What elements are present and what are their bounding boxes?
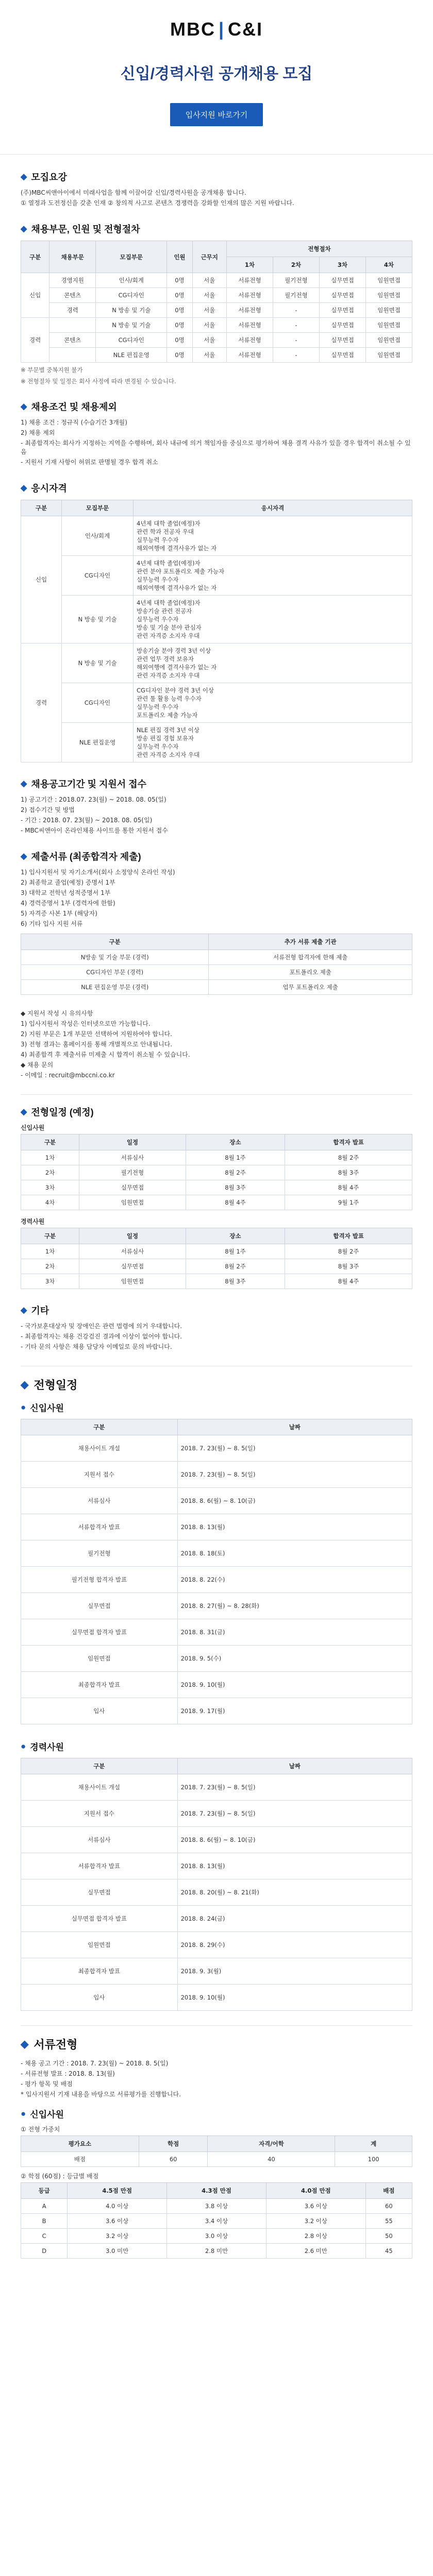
table-row: NLE 편집운영 NLE 편집 경력 3년 이상 방송 편집 경험 보유자 실무능력 우수자 관련 자격증 소지자 우대 [21,723,412,762]
table-row: 실무면접 합격자 발표 2018. 8. 31(금) [21,1619,412,1646]
contact-email[interactable]: - 이메일 : recruit@mbccni.co.kr [21,1072,115,1079]
bullet-icon: ◆ [21,1379,29,1391]
table-row: 실무면접 2018. 8. 20(월) ~ 8. 21(화) [21,1879,412,1906]
table-header: 채용부문 [49,241,96,273]
table-header: 2차 [273,257,319,273]
bullet-icon: ● [21,1741,26,1751]
bullet-icon: ◆ [21,173,27,181]
conditions-title: ◆ 채용조건 및 채용제외 [21,402,117,412]
table-row: 실무면접 2018. 8. 27(월) ~ 8. 28(화) [21,1593,412,1619]
schedule-exp-full-table: 구분 날짜 채용사이트 개설 2018. 7. 23(월) ~ 8. 5(일) 지원서 접수 2018. 7. 23(월) ~ 8. 5(일) 서류심사 2018. 8. 6(월) ~ 8. 10(금) 서류합격자 발표 2018. 8. 13(월) 실무면접 2018. 8. 20(월) ~ 8. 21(화) 실무면접 합격자 발표 2018. 8. 24(금) 임원면접 2018. 8. 29(수) 최종합격자 발표 2018. 9. 3(월) 입사 2018. 9. 10(월) [21,1758,412,2011]
bullet-icon: ◆ [21,2039,29,2050]
table-row: 배점 60 40 100 [21,2152,412,2167]
table-row: D 3.0 미만 2.8 미만 2.6 미만 45 [21,2244,412,2259]
divider [21,1094,412,1095]
company-logo [0,19,433,40]
qualification-table: 구분 모집부문 응시자격 신입 인사/회계 4년제 대학 졸업(예정)자 관련 학과 전공자 우대 실무능력 우수자 해외여행에 결격사유가 없는 자 CG디자인 4년제 대학 졸업(예정)자 관련 분야 포트폴리오 제출 가능자 실무능력 우수자 해외여행에 결격사유가 없는 자 N 방송 및 기술 4년제 대학 졸업(예정)자 방송기술 관련 전공자 실무능력 우수자 방송 및 기술 분야 관심자 관련 자격증 소지자 우대 경력 N 방송 및 기술 방송기술 분야 경력 3년 이상 관련 업무 경력 보유자 해외여행에 결격사유가 없는 자 관련 자격증 소지자 우대 CG디자인 CG디자인 분야 경력 3년 이상 관련 툴 활용 능력 우수자 실무능력 우수자 포트폴리오 제출 가능자 NLE 편집운영 NLE 편집 경력 3년 이상 방송 편집 경험 보유자 실무능력 우수자 관련 자격증 소지자 우대 [21,500,412,762]
overview-title: ◆ 모집요강 [21,172,67,182]
written-title: ◆ 서류전형 [21,2038,78,2051]
table-row: 경력 N 방송 및 기술 방송기술 분야 경력 3년 이상 관련 업무 경력 보유자 해외여행에 결격사유가 없는 자 관련 자격증 소지자 우대 [21,643,412,683]
etc-title: ◆ 기타 [21,1306,49,1316]
table-header: 1차 [226,257,273,273]
period-section: ◆ 채용공고기간 및 지원서 접수 1) 공고기간 : 2018.07. 23(월) ~ 2018. 08. 05(일) 2) 접수기간 및 방법 - 기간 : 2018. 07. 23(월) ~ 2018. 08. 05(일) - MBC씨앤아이 온라인채용 사이트를 통한 지원서 접수 [21,777,412,835]
bullet-icon: ● [21,2108,26,2119]
table-row: 2차 필기전형 8월 2주 8월 3주 [21,1165,412,1180]
written-section: ◆ 서류전형 - 채용 공고 기간 : 2018. 7. 23(월) ~ 2018. 8. 5(일) - 서류전형 발표 : 2018. 8. 13(월) - 평가 항목 및 배점 * 입사지원서 기재 내용을 바탕으로 서류평가를 진행합니다. ● 신입사원 ① 전형 가중치 평가요소 학점 자격/어학 계 배점 60 40 100 ② 학점 (60점) : 등급별 배점 등급 4.5점 만점 4.3점 만점 4.0점 만점 배점 A 4.0 이상 3.8 이상 3.6 이상 60 B 3.6 이상 3.4 이상 3.2 이상 55 C 3.2 이상 3.0 이상 2.8 이상 50 D 3.0 미만 2.8 미만 2.6 미만 45 [21,2036,412,2259]
bullet-icon: ◆ [21,779,27,788]
logo-mbc: MBC [170,19,215,40]
table-row: 4차 임원면접 8월 4주 9월 1주 [21,1195,412,1210]
apply-button[interactable]: 입사지원 바로가기 [170,103,263,126]
divider [21,2025,412,2026]
period-title: ◆ 채용공고기간 및 지원서 접수 [21,779,146,789]
table-header: 4차 [365,257,412,273]
bullet-icon: ◆ [21,1306,27,1315]
documents-table: 구분 추가 서류 제출 기관 N방송 및 기술 부문 (경력) 서류전형 합격자에 한해 제출 CG디자인 부문 (경력) 포트폴리오 제출 NLE 편집운영 부문 (경력) 업무 포트폴리오 제출 [21,934,412,995]
table-row: 필기전형 합격자 발표 2018. 8. 22(수) [21,1567,412,1593]
table-row: 1차 서류심사 8월 1주 8월 2주 [21,1150,412,1165]
table-header: 모집부문 [96,241,167,273]
bullet-icon: ◆ [21,225,27,233]
table-row: CG디자인 4년제 대학 졸업(예정)자 관련 분야 포트폴리오 제출 가능자 실무능력 우수자 해외여행에 결격사유가 없는 자 [21,556,412,596]
table-header: 구분 [21,241,49,273]
table-header: 전형절차 [226,241,412,257]
documents-section: ◆ 제출서류 (최종합격자 제출) 1) 입사지원서 및 자기소개서(회사 소정양식 온라인 작성) 2) 최종학교 졸업(예정) 증명서 1부 3) 대학교 전학년 성적증명서 1부 4) 경력증명서 1부 (경력자에 한함) 5) 자격증 사본 1부 (해당자) 6) 기타 입사 지원 서류 구분 추가 서류 제출 기관 N방송 및 기술 부문 (경력) 서류전형 합격자에 한해 제출 CG디자인 부문 (경력) 포트폴리오 제출 NLE 편집운영 부문 (경력) 업무 포트폴리오 제출 [21,850,412,995]
table-row: 신입 경영지원 인사/회계 0명 서울 서류전형 필기전형 실무면접 임원면접 [21,273,412,288]
schedule-exp-table: 구분 일정 장소 합격자 발표 1차 서류심사 8월 1주 8월 2주 2차 실무면접 8월 2주 8월 3주 3차 임원면접 8월 3주 8월 4주 [21,1228,412,1289]
table-row: 실무면접 합격자 발표 2018. 8. 24(금) [21,1906,412,1932]
overview-line: (주)MBC씨앤아이에서 미래사업을 함께 이끌어갈 신입/경력사원을 공개채용 합니다. [21,189,246,196]
table-header: 근무지 [192,241,226,273]
logo-separator: | [218,19,225,40]
table-header: 3차 [319,257,365,273]
table-row: 지원서 접수 2018. 7. 23(월) ~ 8. 5(일) [21,1801,412,1827]
table-row: 임원면접 2018. 8. 29(수) [21,1932,412,1958]
overview-section [21,170,412,208]
table-row: 최종합격자 발표 2018. 9. 10(월) [21,1672,412,1698]
main-content [0,155,433,2259]
table-row: 채용사이트 개설 2018. 7. 23(월) ~ 8. 5(일) [21,1774,412,1801]
bullet-icon: ◆ [21,402,27,411]
table-row: 3차 실무면접 8월 3주 8월 4주 [21,1180,412,1195]
note-text: ※ 부문별 중복지원 불가 [21,366,83,374]
bullet-icon: ◆ [21,1108,27,1116]
table-row: C 3.2 이상 3.0 이상 2.8 이상 50 [21,2229,412,2244]
table-row: NLE 편집운영 0명 서울 서류전형 - 실무면접 임원면접 [21,348,412,363]
table-row: 경력 N 방송 및 기술 0명 서울 서류전형 - 실무면접 임원면접 [21,303,412,318]
recruit-title: ◆ 채용부문, 인원 및 전형절차 [21,224,140,234]
table-row: 서류합격자 발표 2018. 8. 13(월) [21,1514,412,1540]
schedule-small-section: ◆ 전형일정 (예정) 신입사원 구분 일정 장소 합격자 발표 1차 서류심사 8월 1주 8월 2주 2차 필기전형 8월 2주 8월 3주 3차 실무면접 8월 3주 8월 4주 4차 임원면접 8월 4주 9월 1주 경력사원 구분 일정 장소 합격자 발표 1차 서류심사 8월 1주 8월 2주 2차 실무면접 8월 2주 8월 3주 3차 임원면접 8월 3주 8월 4주 [21,1105,412,1289]
bullet-icon: ◆ [21,484,27,493]
etc-section: ◆ 기타 - 국가보훈대상자 및 장애인은 관련 법령에 의거 우대합니다. - 최종합격자는 채용 건강검진 결과에 이상이 없어야 합니다. - 기타 문의 사항은 채용 담당자 이메일로 문의 바랍니다. [21,1303,412,1351]
table-row: 서류심사 2018. 8. 6(월) ~ 8. 10(금) [21,1827,412,1853]
header-banner [0,0,433,155]
table-row: 채용사이트 개설 2018. 7. 23(월) ~ 8. 5(일) [21,1435,412,1462]
written-subtitle: ● 신입사원 [21,2108,64,2120]
table-row: 입사 2018. 9. 17(월) [21,1698,412,1724]
table-row: N방송 및 기술 부문 (경력) 서류전형 합격자에 한해 제출 [21,950,412,965]
qualification-title: ◆ 응시자격 [21,483,67,494]
table-row: 서류심사 2018. 8. 6(월) ~ 8. 10(금) [21,1488,412,1514]
logo-cni: C&I [228,19,263,40]
schedule-new-table: 구분 일정 장소 합격자 발표 1차 서류심사 8월 1주 8월 2주 2차 필기전형 8월 2주 8월 3주 3차 실무면접 8월 3주 8월 4주 4차 임원면접 8월 4주 9월 1주 [21,1134,412,1210]
table-row: NLE 편집운영 부문 (경력) 업무 포트폴리오 제출 [21,980,412,995]
conditions-section: ◆ 채용조건 및 채용제외 1) 채용 조건 : 정규직 (수습기간 3개월) 2) 채용 제외 - 최종합격자는 회사가 지정하는 지역을 수행하며, 회사 내규에 의거 책임자를 중심으로 평가하여 채용 결격 사유가 있을 경우 합격이 취소될 수 있음 - 지원서 기재 사항이 허위로 판명될 경우 합격 취소 [21,400,412,467]
schedule-new-full-table: 구분 날짜 채용사이트 개설 2018. 7. 23(월) ~ 8. 5(일) 지원서 접수 2018. 7. 23(월) ~ 8. 5(일) 서류심사 2018. 8. 6(월) ~ 8. 10(금) 서류합격자 발표 2018. 8. 13(월) 필기전형 2018. 8. 18(토) 필기전형 합격자 발표 2018. 8. 22(수) 실무면접 2018. 8. 27(월) ~ 8. 28(화) 실무면접 합격자 발표 2018. 8. 31(금) 임원면접 2018. 9. 5(수) 최종합격자 발표 2018. 9. 10(월) 입사 2018. 9. 17(월) [21,1419,412,1724]
table-row: 지원서 접수 2018. 7. 23(월) ~ 8. 5(일) [21,1462,412,1488]
qualification-section [21,481,412,762]
table-row: 경력 N 방송 및 기술 0명 서울 서류전형 - 실무면접 임원면접 [21,318,412,333]
table-row: 서류합격자 발표 2018. 8. 13(월) [21,1853,412,1879]
table-row: 필기전형 2018. 8. 18(토) [21,1540,412,1567]
schedule-exp-subtitle: ● 경력사원 [21,1741,64,1752]
table-row: CG디자인 CG디자인 분야 경력 3년 이상 관련 툴 활용 능력 우수자 실무능력 우수자 포트폴리오 제출 가능자 [21,683,412,723]
bullet-icon: ● [21,1402,26,1412]
schedule-full-title: ◆ 전형일정 [21,1379,78,1392]
table-row: 신입 인사/회계 4년제 대학 졸업(예정)자 관련 학과 전공자 우대 실무능력 우수자 해외여행에 결격사유가 없는 자 [21,516,412,556]
table-row: B 3.6 이상 3.4 이상 3.2 이상 55 [21,2214,412,2229]
score-table: 평가요소 학점 자격/어학 계 배점 60 40 100 [21,2136,412,2167]
grade-table: 등급 4.5점 만점 4.3점 만점 4.0점 만점 배점 A 4.0 이상 3.8 이상 3.6 이상 60 B 3.6 이상 3.4 이상 3.2 이상 55 C 3.2 이상 3.0 이상 2.8 이상 50 D 3.0 미만 2.8 미만 2.6 미만 45 [21,2182,412,2259]
schedule-small-title: ◆ 전형일정 (예정) [21,1107,94,1117]
recruit-section [21,222,412,385]
table-row: 2차 실무면접 8월 2주 8월 3주 [21,1259,412,1274]
table-row: 입사 2018. 9. 10(월) [21,1985,412,2011]
table-row: 콘텐츠 CG디자인 0명 서울 서류전형 - 실무면접 임원면접 [21,333,412,348]
overview-line: ① 열정과 도전정신을 갖춘 인재 ② 창의적 사고로 콘텐츠 경쟁력을 강화할 인재의 많은 지원 바랍니다. [21,199,294,207]
table-row: 최종합격자 발표 2018. 9. 3(월) [21,1958,412,1985]
page-title: 신입/경력사원 공개채용 모집 [120,65,313,82]
bullet-icon: ◆ [21,852,27,861]
table-row: N 방송 및 기술 4년제 대학 졸업(예정)자 방송기술 관련 전공자 실무능력 우수자 방송 및 기술 분야 관심자 관련 자격증 소지자 우대 [21,596,412,643]
table-row: CG디자인 부문 (경력) 포트폴리오 제출 [21,965,412,980]
table-row: 1차 서류심사 8월 1주 8월 2주 [21,1244,412,1259]
notice-section: ◆ 지원서 작성 시 유의사항 1) 입사지원서 작성은 인터넷으로만 가능합니다. 2) 지원 부문은 1개 부문만 선택하여 지원하여야 합니다. 3) 전형 결과는 홈페이지를 통해 개별적으로 안내됩니다. 4) 최종합격 후 제출서류 미제출 시 합격이 취소될 수 있습니다. ◆ 채용 문의 - 이메일 : recruit@mbccni.co.kr [21,1009,412,1080]
recruit-table [21,241,412,363]
schedule-new-subtitle: ● 신입사원 [21,1402,64,1413]
table-row: 임원면접 2018. 9. 5(수) [21,1646,412,1672]
table-header: 인원 [167,241,192,273]
table-row: 콘텐츠 CG디자인 0명 서울 서류전형 필기전형 실무면접 임원면접 [21,288,412,303]
table-row: A 4.0 이상 3.8 이상 3.6 이상 60 [21,2199,412,2214]
documents-title: ◆ 제출서류 (최종합격자 제출) [21,852,141,862]
table-row: 3차 임원면접 8월 3주 8월 4주 [21,1274,412,1289]
schedule-full-section [21,1377,412,2011]
note-text: ※ 전형절차 및 일정은 회사 사정에 따라 변경될 수 있습니다. [21,378,176,385]
